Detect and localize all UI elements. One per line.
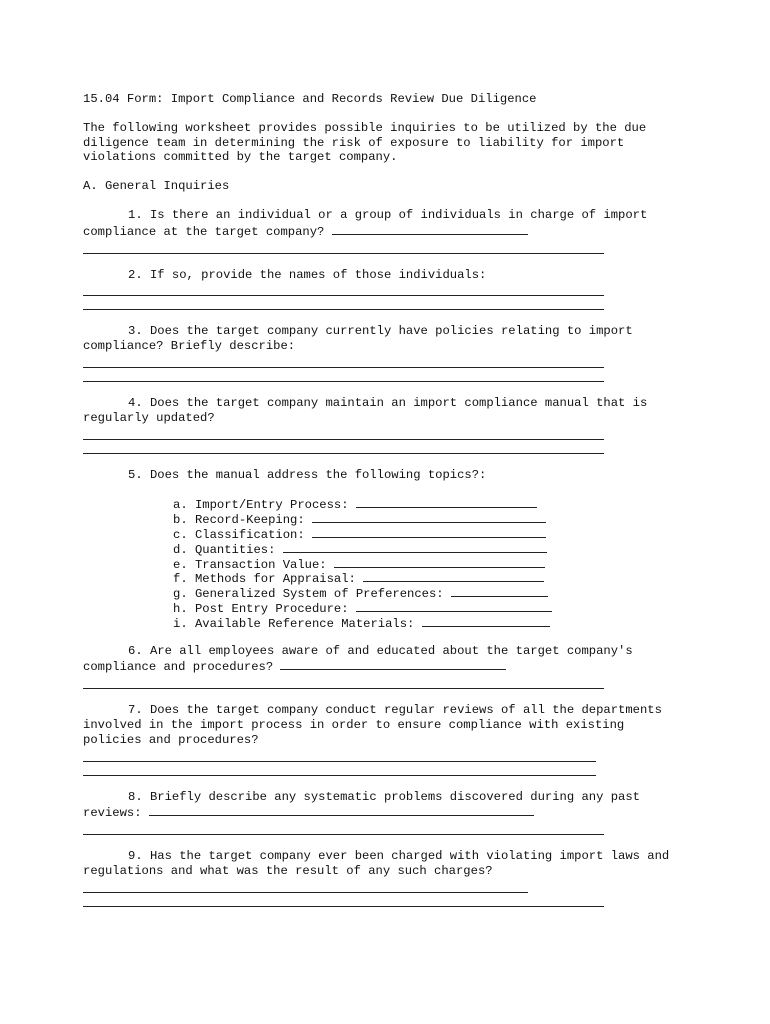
question-text-cont: reviews: [83, 804, 703, 821]
intro-line: The following worksheet provides possible inquiries to be utilized by the due [83, 120, 647, 135]
question-text-cont: regulations and what was the result of any such charges? [83, 863, 493, 878]
answer-blank[interactable] [283, 541, 547, 553]
answer-line[interactable] [83, 892, 528, 893]
intro-paragraph [83, 121, 703, 165]
topic-item: c. Classification: [173, 526, 703, 541]
topic-item: b. Record-Keeping: [173, 511, 703, 526]
answer-blank[interactable] [280, 658, 506, 670]
answer-line[interactable] [83, 309, 604, 310]
answer-blank[interactable] [422, 615, 550, 627]
question-text-cont: compliance? Briefly describe: [83, 339, 296, 354]
topic-item: a. Import/Entry Process: [173, 496, 703, 511]
question-3 [83, 324, 703, 382]
question-text: 1. Is there an individual or a group of individuals in charge of import [128, 207, 648, 222]
question-9 [83, 849, 703, 907]
answer-line[interactable] [83, 295, 604, 296]
answer-blank[interactable] [356, 496, 537, 508]
answer-line[interactable] [83, 775, 596, 776]
answer-blank[interactable] [149, 804, 534, 816]
form-title: 15.04 Form: Import Compliance and Records Review Due Diligence [83, 92, 537, 106]
answer-blank[interactable] [334, 556, 545, 568]
answer-blank[interactable] [356, 600, 552, 612]
question-text: 2. If so, provide the names of those individuals: [128, 267, 487, 282]
question-5 [83, 468, 703, 630]
topic-item: f. Methods for Appraisal: [173, 570, 703, 585]
answer-line[interactable] [83, 688, 604, 689]
answer-line[interactable] [83, 453, 604, 454]
question-text-cont: compliance at the target company? [83, 223, 703, 240]
question-text-cont: compliance and procedures? [83, 658, 703, 675]
topic-item: e. Transaction Value: [173, 556, 703, 571]
answer-line[interactable] [83, 906, 604, 907]
question-4 [83, 396, 703, 454]
question-text-cont: involved in the import process in order to ensure compliance with existing [83, 717, 625, 732]
topic-item: g. Generalized System of Preferences: [173, 585, 703, 600]
intro-line: violations committed by the target company. [83, 150, 398, 165]
answer-line[interactable] [83, 381, 604, 382]
question-text: 4. Does the target company maintain an import compliance manual that is [128, 395, 648, 410]
question-7 [83, 703, 703, 775]
question-text: 7. Does the target company conduct regular reviews of all the departments [128, 703, 662, 718]
section-heading: A. General Inquiries [83, 179, 230, 194]
question-text: 6. Are all employees aware of and educated about the target company's [128, 643, 633, 658]
question-text: 8. Briefly describe any systematic problems discovered during any past [128, 789, 640, 804]
answer-line[interactable] [83, 834, 604, 835]
answer-line[interactable] [83, 253, 604, 254]
form-page [83, 92, 703, 921]
question-text: 3. Does the target company currently have policies relating to import [128, 324, 633, 339]
question-text-cont: policies and procedures? [83, 732, 259, 747]
answer-line[interactable] [83, 367, 604, 368]
answer-line[interactable] [83, 439, 604, 440]
answer-blank[interactable] [332, 223, 528, 235]
topics-list [83, 496, 703, 629]
question-1 [83, 208, 703, 254]
question-text: 9. Has the target company ever been charged with violating import laws and [128, 849, 670, 864]
topic-item: d. Quantities: [173, 541, 703, 556]
question-6 [83, 644, 703, 690]
question-8 [83, 790, 703, 836]
answer-blank[interactable] [312, 511, 546, 523]
question-text-cont: regularly updated? [83, 410, 215, 425]
question-text: 5. Does the manual address the following topics?: [128, 467, 487, 482]
answer-blank[interactable] [363, 570, 544, 582]
topic-item: h. Post Entry Procedure: [173, 600, 703, 615]
answer-blank[interactable] [312, 526, 546, 538]
question-2 [83, 268, 703, 311]
answer-blank[interactable] [451, 585, 548, 597]
topic-item: i. Available Reference Materials: [173, 615, 703, 630]
answer-line[interactable] [83, 761, 596, 762]
intro-line: diligence team in determining the risk of exposure to liability for import [83, 135, 625, 150]
